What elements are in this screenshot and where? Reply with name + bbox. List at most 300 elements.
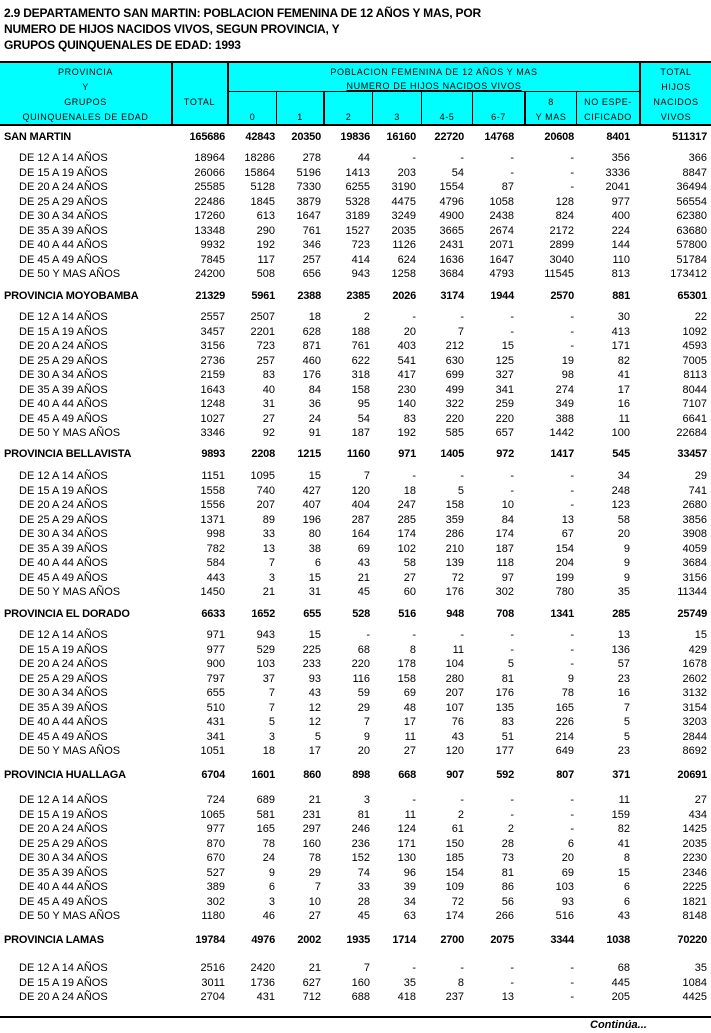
table-row: [0, 895, 711, 909]
table-cell: 7: [268, 557, 275, 569]
table-cell: 139: [445, 557, 464, 569]
table-cell: -: [412, 962, 416, 974]
table-cell: 529: [256, 644, 275, 656]
table-cell: 174: [495, 528, 514, 540]
table-cell: 18: [262, 745, 275, 757]
table-row: [0, 354, 711, 368]
table-cell: 6: [623, 896, 630, 908]
table-cell: 160: [351, 977, 370, 989]
age-group-label: DE 12 A 14 AÑOS: [19, 962, 108, 974]
province-total-cell: 25749: [677, 608, 707, 620]
document-title: [4, 5, 481, 53]
table-cell: -: [570, 326, 574, 338]
table-cell: 3011: [201, 977, 225, 989]
age-group-label: DE 45 A 49 AÑOS: [19, 413, 108, 425]
table-cell: -: [570, 991, 574, 1003]
table-cell: 247: [397, 499, 416, 511]
age-group-label: DE 45 A 49 AÑOS: [19, 731, 108, 743]
table-cell: 29: [357, 702, 370, 714]
table-cell: 403: [397, 340, 416, 352]
table-cell: 8692: [682, 745, 707, 757]
table-cell: 31: [262, 398, 275, 410]
table-cell: 318: [351, 369, 370, 381]
table-cell: 1058: [489, 196, 514, 208]
table-cell: 20: [617, 528, 630, 540]
table-cell: 4059: [682, 543, 707, 555]
table-cell: 9: [363, 731, 370, 743]
age-group-label: DE 20 A 24 AÑOS: [19, 823, 108, 835]
table-cell: -: [510, 152, 514, 164]
province-total-cell: 22720: [434, 131, 464, 143]
table-cell: 2704: [200, 991, 225, 1003]
table-row: [0, 643, 711, 657]
table-row: [0, 990, 711, 1004]
table-cell: 4793: [489, 268, 514, 280]
table-cell: 322: [445, 398, 464, 410]
table-cell: 237: [445, 991, 464, 1003]
table-cell: 246: [351, 823, 370, 835]
age-group-label: DE 15 A 19 AÑOS: [19, 167, 108, 179]
age-group-label: DE 12 A 14 AÑOS: [19, 311, 108, 323]
province-total-cell: 4976: [251, 934, 275, 946]
table-cell: 2602: [682, 673, 707, 685]
table-cell: 7845: [200, 254, 225, 266]
header-thnv-1: TOTAL: [660, 67, 692, 77]
table-cell: 2172: [549, 225, 574, 237]
header-col-3: 3: [394, 112, 400, 122]
table-cell: 13: [262, 543, 275, 555]
table-cell: 3684: [682, 557, 707, 569]
table-cell: 6: [314, 557, 321, 569]
table-cell: 60: [403, 586, 416, 598]
table-cell: 624: [397, 254, 416, 266]
table-cell: 20: [403, 326, 416, 338]
table-cell: 499: [445, 384, 464, 396]
table-cell: 508: [256, 268, 275, 280]
province-total-cell: 70220: [677, 934, 707, 946]
table-cell: 2844: [682, 731, 707, 743]
table-row: [0, 744, 711, 758]
table-cell: 3: [268, 896, 275, 908]
table-cell: 15: [308, 572, 321, 584]
table-cell: 45: [357, 910, 370, 922]
table-cell: 630: [445, 355, 464, 367]
table-cell: 72: [451, 896, 464, 908]
table-cell: 2674: [489, 225, 514, 237]
table-cell: -: [412, 470, 416, 482]
table-cell: 290: [256, 225, 275, 237]
table-row: [0, 701, 711, 715]
province-total-cell: 14768: [484, 131, 514, 143]
table-cell: -: [510, 629, 514, 641]
province-total-cell: 6633: [201, 608, 225, 620]
table-cell: 21: [262, 586, 275, 598]
table-cell: -: [570, 340, 574, 352]
header-col-0: 0: [249, 112, 256, 122]
table-cell: 41: [617, 369, 630, 381]
table-cell: 207: [256, 499, 275, 511]
table-cell: 1636: [439, 254, 464, 266]
table-cell: 3346: [200, 427, 225, 439]
table-cell: 8044: [682, 384, 707, 396]
table-cell: 971: [206, 629, 225, 641]
age-group-label: DE 45 A 49 AÑOS: [19, 572, 108, 584]
table-cell: 740: [256, 485, 275, 497]
province-total-cell: 19784: [195, 934, 225, 946]
table-cell: 1151: [201, 470, 225, 482]
province-total-cell: 285: [612, 608, 630, 620]
table-cell: 25585: [194, 181, 225, 193]
table-cell: 418: [397, 991, 416, 1003]
table-cell: 86: [501, 881, 514, 893]
table-row: [0, 412, 711, 426]
table-cell: 43: [451, 731, 464, 743]
table-cell: 13: [501, 991, 514, 1003]
table-cell: 10: [501, 499, 514, 511]
table-cell: 9: [623, 572, 630, 584]
table-row: [0, 808, 711, 822]
table-cell: 287: [351, 514, 370, 526]
age-group-label: DE 25 A 29 AÑOS: [19, 355, 108, 367]
table-cell: 231: [302, 809, 321, 821]
age-group-label: DE 20 A 24 AÑOS: [19, 658, 108, 670]
age-group-label: DE 30 A 34 AÑOS: [19, 687, 108, 699]
table-cell: 236: [351, 838, 370, 850]
table-cell: 28: [501, 838, 514, 850]
table-cell: 431: [256, 991, 275, 1003]
table-cell: 212: [445, 340, 464, 352]
age-group-label: DE 35 A 39 AÑOS: [19, 702, 108, 714]
table-cell: -: [460, 794, 464, 806]
table-cell: 56: [501, 896, 514, 908]
table-cell: 78: [262, 838, 275, 850]
table-cell: 118: [496, 557, 514, 569]
table-cell: 1554: [439, 181, 464, 193]
table-cell: 2230: [682, 852, 707, 864]
province-total-cell: 2385: [346, 290, 370, 302]
table-cell: 5196: [296, 167, 321, 179]
table-cell: -: [570, 644, 574, 656]
table-cell: 164: [351, 528, 370, 540]
table-cell: 11: [452, 644, 464, 656]
age-group-label: DE 12 A 14 AÑOS: [19, 629, 108, 641]
table-cell: 92: [262, 427, 275, 439]
table-cell: 103: [256, 658, 275, 670]
table-cell: -: [510, 977, 514, 989]
table-cell: 20: [357, 745, 370, 757]
table-row: [0, 513, 711, 527]
table-cell: 7: [457, 326, 464, 338]
table-cell: 35: [617, 586, 630, 598]
table-cell: 5: [268, 716, 275, 728]
table-cell: -: [570, 809, 574, 821]
table-cell: 45: [357, 586, 370, 598]
table-cell: 460: [302, 355, 321, 367]
table-cell: 2346: [682, 867, 707, 879]
table-row: [0, 397, 711, 411]
table-cell: 28: [357, 896, 370, 908]
table-cell: 27: [308, 910, 321, 922]
table-cell: 689: [256, 794, 275, 806]
province-total-cell: 65301: [677, 290, 707, 302]
table-cell: 12: [308, 702, 321, 714]
table-cell: -: [570, 499, 574, 511]
table-cell: 445: [611, 977, 630, 989]
table-cell: 177: [495, 745, 514, 757]
bottom-rule: [0, 1016, 711, 1018]
table-cell: 6255: [345, 181, 370, 193]
table-cell: 68: [617, 962, 630, 974]
table-cell: 16: [617, 398, 630, 410]
province-total-cell: 1417: [550, 448, 574, 460]
age-group-label: DE 15 A 19 AÑOS: [19, 485, 108, 497]
table-cell: 220: [445, 413, 464, 425]
table-cell: 35: [694, 962, 707, 974]
table-cell: -: [460, 962, 464, 974]
table-cell: 158: [351, 384, 370, 396]
province-total-cell: 1652: [251, 608, 275, 620]
table-cell: 176: [445, 586, 464, 598]
table-cell: 15: [308, 629, 321, 641]
province-total-cell: 807: [556, 769, 574, 781]
table-row: [0, 585, 711, 599]
table-row: [0, 325, 711, 339]
age-group-label: DE 15 A 19 AÑOS: [19, 644, 108, 656]
table-row: [0, 571, 711, 585]
table-cell: -: [570, 311, 574, 323]
table-cell: 220: [495, 413, 514, 425]
table-cell: 8: [457, 977, 464, 989]
table-cell: 158: [397, 673, 416, 685]
divider: [171, 63, 173, 124]
table-cell: 8847: [682, 167, 707, 179]
table-cell: 23: [617, 745, 630, 757]
province-total-cell: 668: [398, 769, 416, 781]
province-total-cell: 1944: [490, 290, 514, 302]
table-cell: 2557: [200, 311, 225, 323]
table-row: [0, 628, 711, 642]
table-cell: 3156: [200, 340, 225, 352]
province-total-cell: 42843: [245, 131, 275, 143]
age-group-label: DE 20 A 24 AÑOS: [19, 340, 108, 352]
table-cell: 3336: [605, 167, 630, 179]
province-total-cell: 1341: [550, 608, 574, 620]
table-cell: 135: [495, 702, 514, 714]
province-name: PROVINCIA MOYOBAMBA: [4, 290, 139, 302]
province-total-cell: 881: [612, 290, 630, 302]
table-cell: 207: [445, 687, 464, 699]
age-group-label: DE 50 Y MAS AÑOS: [19, 586, 121, 598]
table-cell: 427: [302, 485, 321, 497]
table-cell: 7: [268, 687, 275, 699]
province-total-cell: 1215: [297, 448, 321, 460]
table-cell: 7330: [296, 181, 321, 193]
table-cell: 58: [617, 514, 630, 526]
table-cell: 27: [403, 745, 416, 757]
table-cell: 6: [567, 838, 574, 850]
age-group-label: DE 30 A 34 AÑOS: [19, 210, 108, 222]
table-cell: 8148: [682, 910, 707, 922]
table-cell: 81: [357, 809, 370, 821]
table-cell: 30: [617, 311, 630, 323]
table-cell: 81: [501, 867, 514, 879]
age-group-label: DE 20 A 24 AÑOS: [19, 181, 108, 193]
age-group-label: DE 12 A 14 AÑOS: [19, 470, 108, 482]
table-cell: 7: [363, 470, 370, 482]
table-cell: 3189: [345, 210, 370, 222]
table-cell: 3908: [682, 528, 707, 540]
table-cell: 413: [611, 326, 630, 338]
table-cell: 38: [308, 543, 321, 555]
table-cell: 2041: [605, 181, 630, 193]
province-total-cell: 948: [446, 608, 464, 620]
table-cell: 69: [357, 543, 370, 555]
table-cell: 11: [618, 794, 630, 806]
table-cell: -: [460, 152, 464, 164]
table-cell: 226: [555, 716, 574, 728]
table-cell: 1084: [682, 977, 707, 989]
table-cell: 286: [445, 528, 464, 540]
age-group-label: DE 40 A 44 AÑOS: [19, 557, 108, 569]
table-cell: 4425: [682, 991, 707, 1003]
province-total-cell: 907: [446, 769, 464, 781]
table-cell: 74: [357, 867, 370, 879]
table-cell: 24200: [194, 268, 225, 280]
title-line-1: 2.9 DEPARTAMENTO SAN MARTIN: POBLACION FEMENINA DE 12 AÑOS Y MAS, POR: [4, 6, 481, 20]
table-cell: 160: [302, 838, 321, 850]
table-cell: 84: [308, 384, 321, 396]
province-name: PROVINCIA HUALLAGA: [4, 769, 126, 781]
table-cell: 104: [445, 658, 464, 670]
age-group-label: DE 40 A 44 AÑOS: [19, 881, 108, 893]
table-cell: 1180: [201, 910, 225, 922]
table-cell: 173412: [670, 268, 707, 280]
province-total-cell: 20350: [291, 131, 321, 143]
table-cell: 2438: [489, 210, 514, 222]
table-cell: 130: [397, 852, 416, 864]
table-cell: -: [412, 311, 416, 323]
table-cell: 15: [308, 470, 321, 482]
table-cell: 165: [555, 702, 574, 714]
header-col-2: 2: [345, 112, 352, 122]
table-cell: 154: [445, 867, 464, 879]
table-cell: 13: [561, 514, 574, 526]
age-group-label: DE 30 A 34 AÑOS: [19, 369, 108, 381]
table-cell: 3132: [682, 687, 707, 699]
table-cell: 21: [308, 794, 321, 806]
table-cell: 584: [206, 557, 225, 569]
age-group-label: DE 50 Y MAS AÑOS: [19, 268, 121, 280]
table-cell: 3154: [682, 702, 707, 714]
table-cell: 285: [397, 514, 416, 526]
province-total-cell: 2075: [490, 934, 514, 946]
table-cell: 699: [445, 369, 464, 381]
province-total-cell: 5961: [251, 290, 275, 302]
table-cell: 10: [308, 896, 321, 908]
table-cell: 3879: [296, 196, 321, 208]
table-cell: 943: [256, 629, 275, 641]
table-cell: 78: [308, 852, 321, 864]
table-cell: 2035: [391, 225, 416, 237]
province-total-cell: 971: [398, 448, 416, 460]
table-cell: 51784: [676, 254, 707, 266]
table-cell: 21: [308, 962, 321, 974]
table-cell: 93: [561, 896, 574, 908]
table-cell: 2225: [682, 881, 707, 893]
table-cell: 998: [206, 528, 225, 540]
table-cell: 780: [555, 586, 574, 598]
table-cell: 1643: [200, 384, 225, 396]
table-cell: 46: [262, 910, 275, 922]
table-cell: 824: [555, 210, 574, 222]
table-cell: 57: [617, 658, 630, 670]
table-cell: 61: [451, 823, 464, 835]
table-cell: 144: [611, 239, 630, 251]
table-cell: 9: [268, 867, 275, 879]
header-group-title: POBLACION FEMENINA DE 12 AÑOS Y MAS: [330, 67, 538, 77]
table-cell: 2159: [200, 369, 225, 381]
table-cell: 96: [403, 867, 416, 879]
table-row: [0, 224, 711, 238]
header-col-8-line1: 8: [548, 97, 554, 107]
table-cell: 2516: [200, 962, 225, 974]
table-cell: 723: [351, 239, 370, 251]
table-cell: 176: [495, 687, 514, 699]
age-group-label: DE 35 A 39 AÑOS: [19, 543, 108, 555]
table-cell: 3856: [682, 514, 707, 526]
table-cell: 1821: [682, 896, 707, 908]
table-cell: 152: [351, 852, 370, 864]
table-cell: 56554: [676, 196, 707, 208]
table-cell: 69: [561, 867, 574, 879]
header-provincia-3: GRUPOS: [64, 97, 107, 107]
table-cell: 93: [308, 673, 321, 685]
table-cell: 178: [397, 658, 416, 670]
table-cell: 3: [268, 731, 275, 743]
table-cell: 124: [397, 823, 416, 835]
table-cell: 4796: [439, 196, 464, 208]
table-cell: 11: [404, 731, 416, 743]
table-cell: 140: [397, 398, 416, 410]
table-cell: 7: [363, 962, 370, 974]
table-cell: 204: [555, 557, 574, 569]
table-cell: 78: [561, 687, 574, 699]
table-cell: 259: [495, 398, 514, 410]
table-cell: 117: [257, 254, 275, 266]
table-cell: 18: [403, 485, 416, 497]
table-cell: 2035: [682, 838, 707, 850]
header-thnv-3: NACIDOS: [653, 97, 699, 107]
table-cell: 1647: [296, 210, 321, 222]
province-total-cell: 1405: [440, 448, 464, 460]
table-cell: 58: [403, 557, 416, 569]
table-cell: 9: [623, 557, 630, 569]
table-row: [0, 180, 711, 194]
province-total-cell: 972: [496, 448, 514, 460]
table-cell: 900: [206, 658, 225, 670]
header-col-ne-line2: CIFICADO: [584, 112, 632, 122]
table-cell: 5328: [345, 196, 370, 208]
table-cell: 649: [555, 745, 574, 757]
table-row: [0, 209, 711, 223]
table-cell: 63680: [676, 225, 707, 237]
province-total-cell: 371: [612, 769, 630, 781]
age-group-label: DE 25 A 29 AÑOS: [19, 838, 108, 850]
table-cell: 22: [694, 311, 707, 323]
header-thnv-2: HIJOS: [661, 82, 691, 92]
table-cell: -: [570, 977, 574, 989]
table-cell: 1442: [549, 427, 574, 439]
